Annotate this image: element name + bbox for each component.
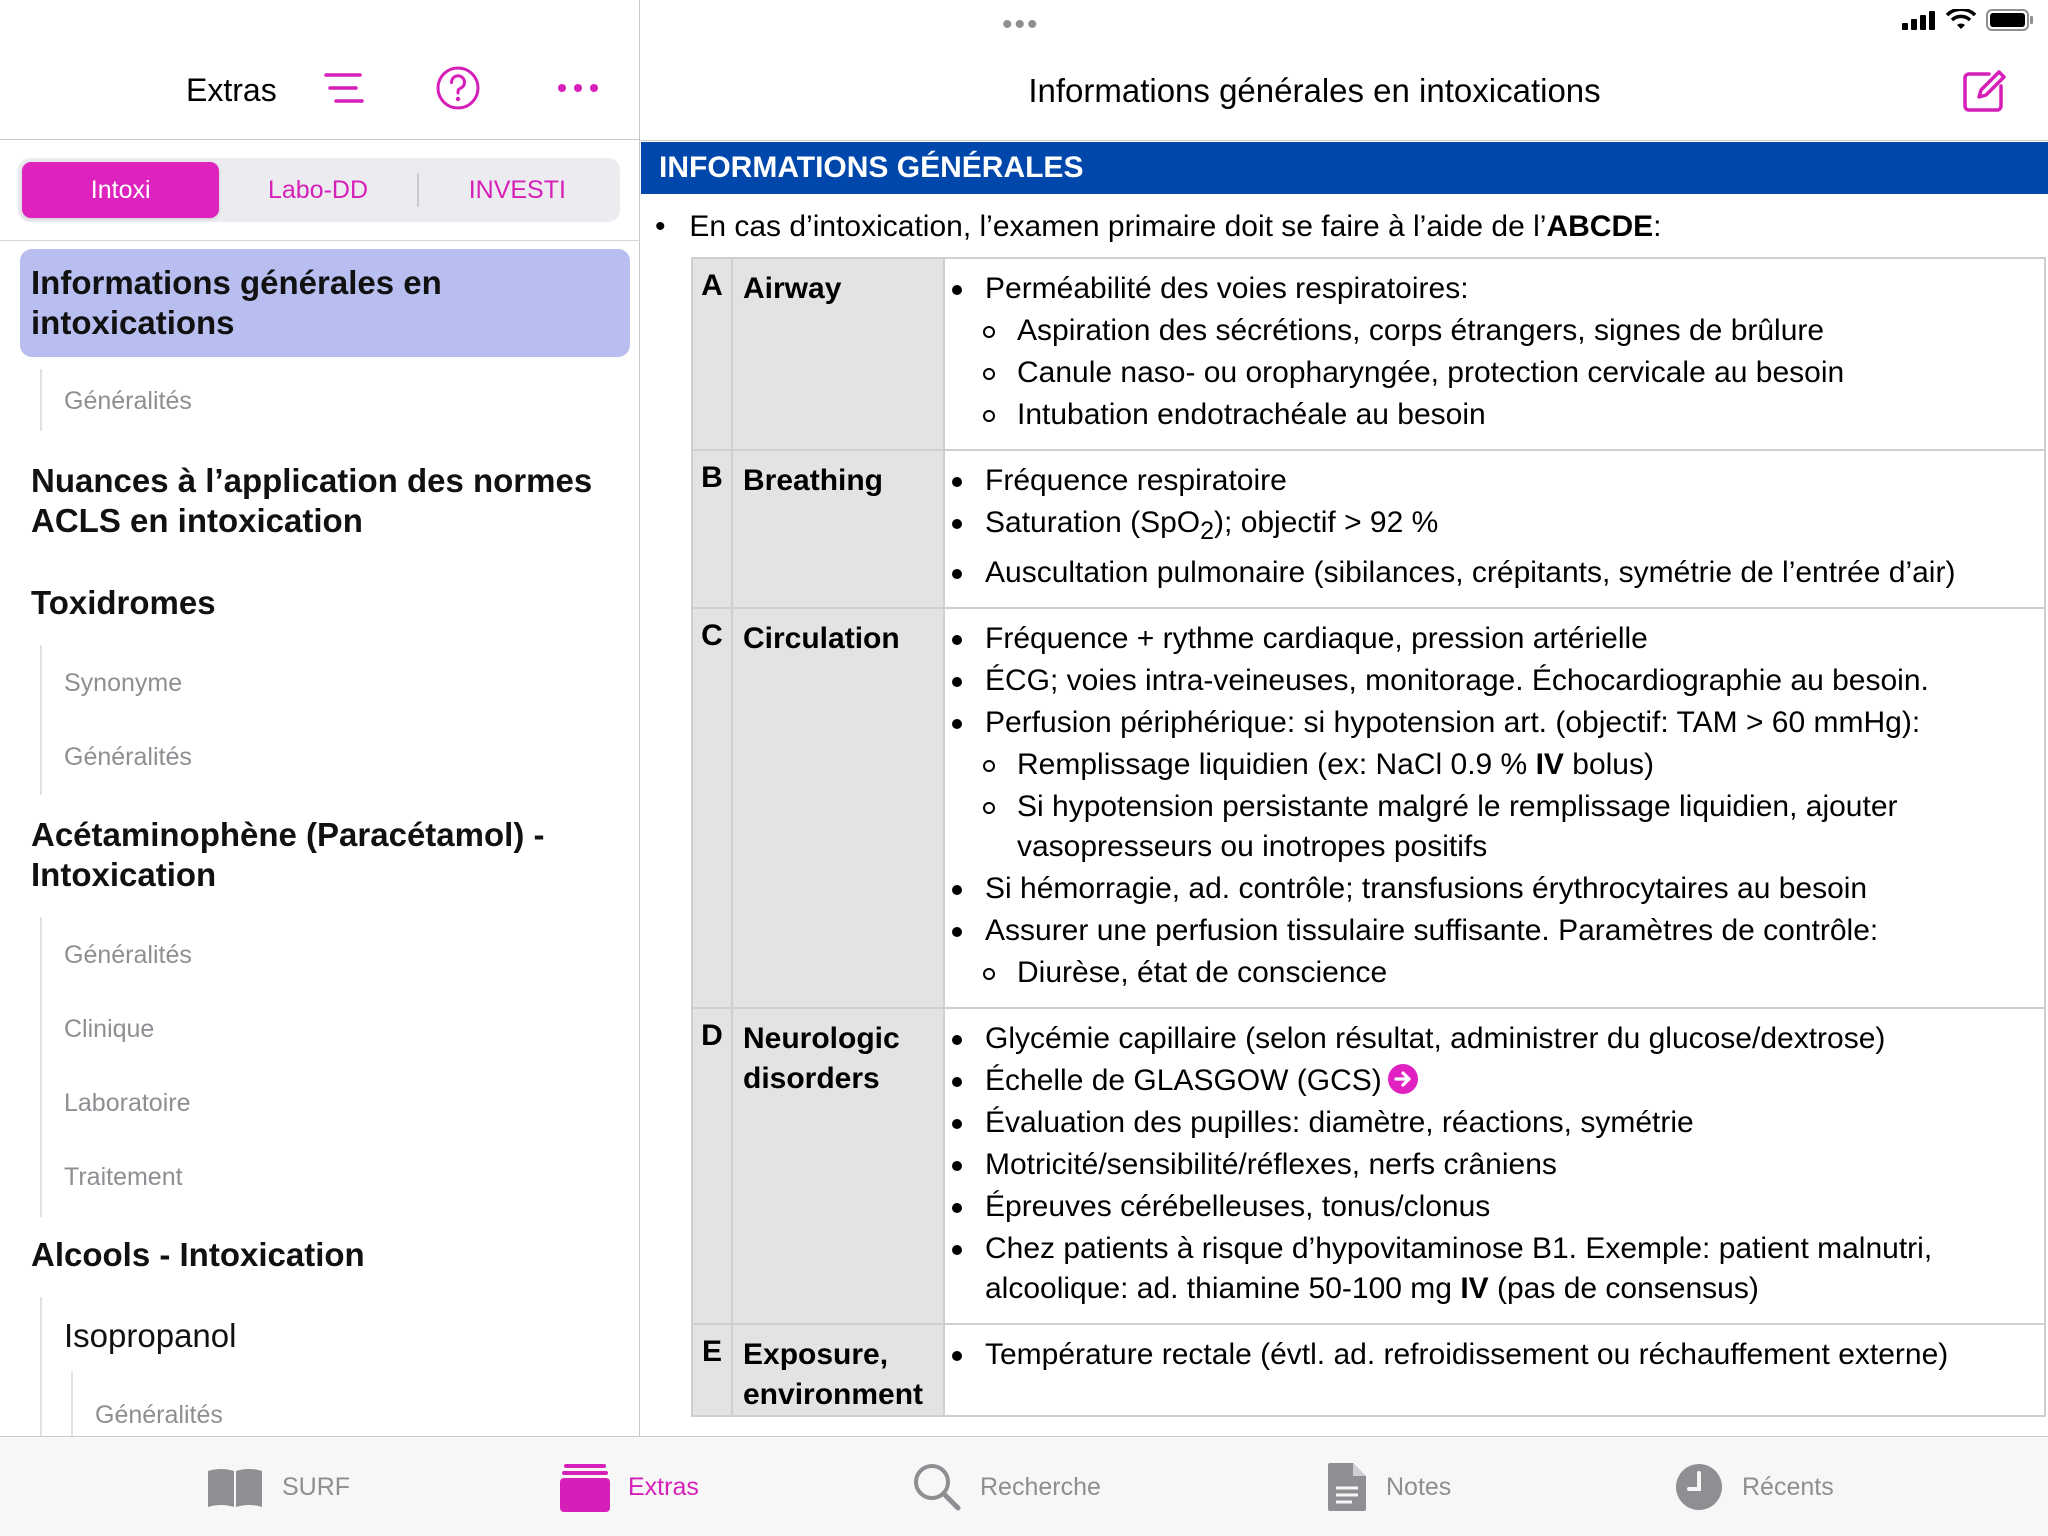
abcde-table <box>691 257 2046 1417</box>
toc-item-alcools[interactable]: Alcools - Intoxication <box>31 1236 365 1273</box>
compose-icon <box>1959 66 2009 116</box>
spo2-target: ); objectif > 92 % <box>1214 506 1439 539</box>
intro-text: En cas d’intoxication, l’examen primaire doit se faire à l’aide de l’ <box>689 210 1547 243</box>
thiamine-text: Chez patients à risque d’hypovitaminose B1. Exemple: patient malnutri, alcoolique: ad. thiamine 50-100 mg <box>985 1232 1933 1305</box>
page-title: Informations générales en intoxications <box>1028 72 1601 109</box>
toc-subitem[interactable]: Généralités <box>95 1401 223 1429</box>
arrow-right-circle-icon <box>1388 1064 1418 1094</box>
tab-extras[interactable] <box>560 1459 699 1515</box>
list-item: Motricité/sensibilité/réflexes, nerfs crâniens <box>945 1145 2036 1185</box>
list-item: Épreuves cérébelleuses, tonus/clonus <box>945 1187 2036 1227</box>
list-item: Glycémie capillaire (selon résultat, administrer du glucose/dextrose) <box>945 1019 2036 1059</box>
book-icon <box>206 1465 264 1509</box>
table-of-contents <box>0 240 640 1436</box>
thiamine-note: (pas de consensus) <box>1488 1272 1759 1305</box>
sidebar <box>0 0 640 1436</box>
list-item: Température rectale (évtl. ad. refroidissement ou réchauffement externe) <box>945 1335 2036 1375</box>
more-options-button[interactable] <box>554 64 602 112</box>
row-letter: A <box>692 258 732 450</box>
tab-recherche[interactable] <box>912 1459 1101 1515</box>
intro-paragraph <box>655 210 1661 244</box>
list-item: Canule naso- ou oropharyngée, protection cervicale au besoin <box>945 353 2036 393</box>
outline-list-button[interactable] <box>320 64 368 112</box>
toc-item-acetaminophene[interactable]: Acétaminophène (Paracétamol) - Intoxication <box>31 816 545 893</box>
list-item: Évaluation des pupilles: diamètre, réactions, symétrie <box>945 1103 2036 1143</box>
table-row <box>692 1008 2045 1324</box>
tab-label: Récents <box>1742 1472 1834 1501</box>
list-item: ÉCG; voies intra-veineuses, monitorage. Échocardiographie au besoin. <box>945 661 2036 701</box>
intro-abcde: ABCDE <box>1546 210 1654 243</box>
list-item: Fréquence respiratoire <box>945 461 2036 501</box>
toc-indent-line <box>71 1371 73 1436</box>
list-item <box>945 1061 2036 1101</box>
toc-item-isopropanol[interactable]: Isopropanol <box>64 1317 237 1354</box>
toc-subitem[interactable]: Généralités <box>64 941 192 969</box>
row-body <box>944 608 2045 1008</box>
list-item: Aspiration des sécrétions, corps étrangers, signes de brûlure <box>945 311 2036 351</box>
table-row <box>692 450 2045 608</box>
header-divider <box>641 140 2048 141</box>
list-item: Perfusion périphérique: si hypotension art. (objectif: TAM > 60 mmHg): <box>945 703 2036 743</box>
glasgow-text: Échelle de GLASGOW (GCS) <box>985 1064 1382 1097</box>
tab-label: Recherche <box>980 1472 1101 1501</box>
table-row <box>692 1324 2045 1416</box>
row-body <box>944 1324 2045 1416</box>
toc-subitem[interactable]: Laboratoire <box>64 1089 191 1117</box>
list-item: Si hémorragie, ad. contrôle; transfusions érythrocytaires au besoin <box>945 869 2036 909</box>
segment-investi[interactable]: INVESTI <box>468 175 566 204</box>
toc-item-toxidromes[interactable]: Toxidromes <box>31 584 216 621</box>
bullet: • <box>655 210 666 243</box>
toc-subitem[interactable]: Généralités <box>64 387 192 415</box>
tab-notes[interactable] <box>1326 1459 1451 1515</box>
toc-subitem[interactable]: Clinique <box>64 1015 155 1043</box>
list-item: Perméabilité des voies respiratoires: <box>945 269 2036 309</box>
row-name: Circulation <box>732 608 944 1008</box>
list-item: Assurer une perfusion tissulaire suffisante. Paramètres de contrôle: <box>945 911 2036 951</box>
toc-subitem[interactable]: Traitement <box>64 1163 183 1191</box>
abcde-table-container <box>691 257 2048 1436</box>
row-letter: D <box>692 1008 732 1324</box>
toc-item-informations-generales[interactable]: Informations générales en intoxications <box>31 264 442 341</box>
tab-label: Notes <box>1386 1472 1452 1501</box>
row-name: Neurologic disorders <box>732 1008 944 1324</box>
outline-list-icon <box>322 70 366 106</box>
multitasking-dots-icon[interactable]: ••• <box>1002 8 1040 41</box>
row-body <box>944 1008 2045 1324</box>
tab-label: Extras <box>628 1472 699 1501</box>
toc-subitem[interactable]: Synonyme <box>64 669 183 697</box>
list-item <box>945 503 2036 551</box>
list-item: Si hypotension persistante malgré le remplissage liquidien, ajouter vasopresseurs ou inotropes positifs <box>945 787 2036 867</box>
row-letter: C <box>692 608 732 1008</box>
toc-indent-line <box>40 917 42 1217</box>
segment-intoxi[interactable]: Intoxi <box>22 162 219 218</box>
list-item: Fréquence + rythme cardiaque, pression artérielle <box>945 619 2036 659</box>
fluid-text: Remplissage liquidien (ex: NaCl 0.9 % <box>1017 748 1536 781</box>
row-name: Exposure, environment <box>732 1324 944 1416</box>
list-item <box>945 1229 2036 1309</box>
list-item: Auscultation pulmonaire (sibilances, crépitants, symétrie de l’entrée d’air) <box>945 553 2036 593</box>
table-row <box>692 608 2045 1008</box>
row-name: Breathing <box>732 450 944 608</box>
list-item: Diurèse, état de conscience <box>945 953 2036 993</box>
toc-indent-line <box>40 1297 42 1436</box>
spo2-subscript: 2 <box>1200 517 1215 545</box>
document-icon <box>1326 1461 1368 1513</box>
stack-icon <box>560 1462 610 1512</box>
tab-label: SURF <box>282 1472 351 1501</box>
toc-item-nuances-acls[interactable]: Nuances à l’application des normes ACLS en intoxication <box>31 462 593 539</box>
tab-bar <box>0 1436 2048 1536</box>
row-letter: B <box>692 450 732 608</box>
sidebar-title: Extras <box>186 72 277 108</box>
spo2-text: Saturation (SpO <box>985 506 1201 539</box>
search-icon <box>912 1462 962 1512</box>
sidebar-header <box>0 0 640 140</box>
section-heading: INFORMATIONS GÉNÉRALES <box>641 142 2048 194</box>
toc-indent-line <box>40 645 42 795</box>
content-pane <box>641 0 2048 1436</box>
row-letter: E <box>692 1324 732 1416</box>
tab-surf[interactable] <box>206 1459 350 1515</box>
toc-indent-line <box>40 369 42 431</box>
fluid-bolus: bolus) <box>1563 748 1654 781</box>
intro-colon: : <box>1653 210 1662 243</box>
clock-icon <box>1674 1462 1724 1512</box>
tab-recents[interactable] <box>1674 1459 1834 1515</box>
ellipsis-icon <box>556 82 600 94</box>
row-body <box>944 450 2045 608</box>
iv-bold: IV <box>1535 748 1564 781</box>
row-name: Airway <box>732 258 944 450</box>
list-item: Intubation endotrachéale au besoin <box>945 395 2036 435</box>
help-button[interactable] <box>434 64 482 112</box>
toc-subitem[interactable]: Généralités <box>64 743 192 771</box>
row-body <box>944 258 2045 450</box>
table-row <box>692 258 2045 450</box>
question-circle-icon <box>435 65 481 111</box>
glasgow-link-button[interactable] <box>1388 1064 1418 1094</box>
iv-bold: IV <box>1460 1272 1489 1305</box>
segment-labo-dd[interactable]: Labo-DD <box>267 175 369 204</box>
category-segmented-control <box>18 158 620 222</box>
edit-note-button[interactable] <box>1959 66 2009 116</box>
list-item <box>945 745 2036 785</box>
